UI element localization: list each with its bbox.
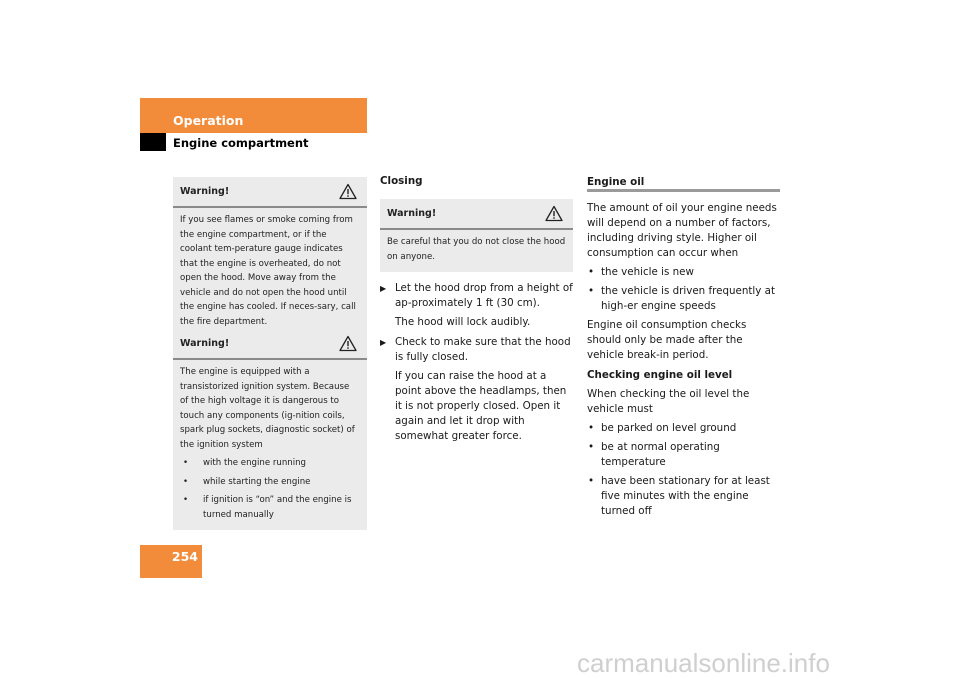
engine-oil-intro: The amount of oil your engine needs will depend on a number of factors, including driving style. Higher oil consumption can occur when [587, 202, 777, 259]
step-note: The hood will lock audibly. [395, 316, 531, 328]
warning-title: Warning! [180, 186, 230, 197]
warning-content [173, 360, 367, 530]
section-title: Operation [173, 113, 244, 128]
subsection-marker [140, 133, 166, 151]
warning-triangle-icon [339, 183, 357, 200]
subsection-title: Engine compartment [173, 136, 309, 150]
step-text: Check to make sure that the hood is fully closed. [395, 336, 571, 363]
warning-title: Warning! [387, 208, 437, 219]
warning-list-item: • with the engine running [180, 456, 360, 471]
check-oil-heading: Checking engine oil level [587, 369, 733, 381]
step-text: Let the hood drop from a height of ap-proximately 1 ft (30 cm). [395, 282, 573, 309]
warning-header [173, 329, 367, 360]
warning-list-item: • while starting the engine [180, 475, 360, 490]
list-item: • have been stationary for at least five minutes with the engine turned off [587, 474, 782, 519]
page-number: 254 [171, 549, 198, 564]
heading-rule [587, 189, 780, 192]
warning-header [173, 177, 367, 208]
list-item: • be at normal operating temperature [587, 440, 782, 470]
warning-title: Warning! [180, 338, 230, 349]
warning-box-flames [173, 177, 367, 337]
engine-oil-note: Engine oil consumption checks should only be made after the vehicle break-in period. [587, 319, 747, 361]
warning-triangle-icon [545, 205, 563, 222]
warning-list-item: • if ignition is “on” and the engine is turned manually [180, 493, 360, 522]
warning-box-ignition [173, 329, 367, 530]
step-arrow-icon: ▶ [380, 284, 387, 293]
warning-text: Be careful that you do not close the hood on anyone. [387, 237, 566, 262]
list-item: • the vehicle is driven frequently at high-er engine speeds [587, 284, 782, 314]
warning-text: If you see flames or smoke coming from the engine compartment, or if the coolant tem-perature gauge indicates that the engine is overheated, do not open the hood. Move away from the vehicle and do not open the hood until the engine has cooled. If neces-sary, call the fire department. [180, 215, 356, 327]
closing-heading [380, 174, 575, 189]
closing-title: Closing [380, 175, 423, 187]
step-note: If you can raise the hood at a point above the headlamps, then it is not properly closed. Open it again and let it drop with somewhat greater force. [395, 370, 567, 442]
instruction-step [380, 281, 575, 311]
list-item: • the vehicle is new [587, 265, 782, 280]
step-arrow-icon: ▶ [380, 338, 387, 347]
list-item: • be parked on level ground [587, 421, 782, 436]
warning-box-hood [380, 199, 573, 272]
engine-oil-section [587, 201, 782, 519]
watermark: carmanualsonline.info [577, 648, 830, 678]
warning-text: The engine is equipped with a transistorized ignition system. Because of the high voltage it is dangerous to touch any components (ig-nition coils, spark plug sockets, diagnostic socket) of the ignition system [180, 367, 355, 450]
engine-oil-heading: Engine oil [587, 176, 645, 188]
instruction-step [380, 335, 575, 365]
closing-steps [380, 281, 575, 444]
check-oil-intro: When checking the oil level the vehicle must [587, 388, 750, 415]
warning-triangle-icon [339, 335, 357, 352]
warning-header [380, 199, 573, 230]
